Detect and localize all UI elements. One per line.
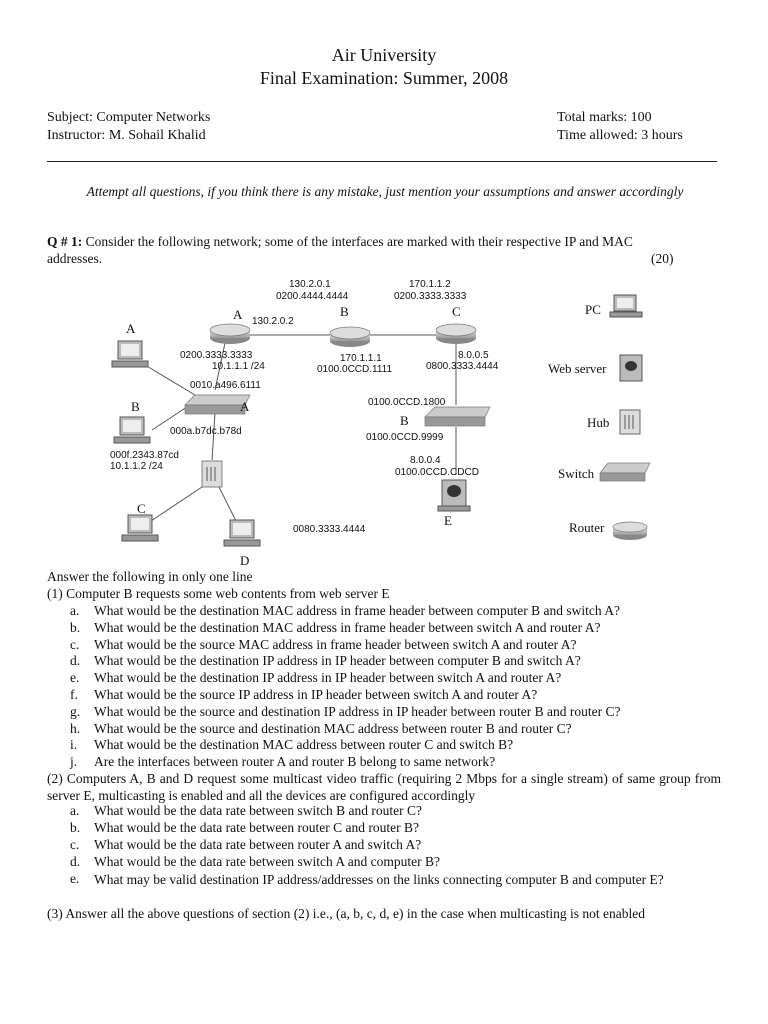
question-item: What would be the source IP address in IP header between switch A and router A? [94, 687, 538, 702]
question-marker: d. [70, 854, 81, 869]
question-item: What would be the source MAC address in frame header between switch A and router A? [94, 636, 577, 652]
ra-lan-ip: 10.1.1.1 /24 [212, 361, 265, 372]
rc-top-ip: 170.1.1.2 [409, 279, 451, 290]
question-item: What would be the destination IP address in IP header between switch A and router A? [94, 670, 562, 686]
time-allowed: Time allowed: 3 hours [557, 128, 683, 143]
computer-d-label: D [240, 553, 250, 568]
computer-c-label: C [137, 501, 146, 516]
rb-bottom-ip: 170.1.1.1 [340, 353, 382, 364]
srve-mac: 0100.0CCD.CDCD [395, 467, 479, 478]
section3-heading: (3) Answer all the above questions of section (2) i.e., (a, b, c, d, e) in the case when multicasting is not enabled [47, 906, 645, 921]
swb-mac-top: 0100.0CCD.1800 [368, 397, 446, 408]
ra-mac: 0200.3333.3333 [180, 350, 253, 361]
question-item: What may be valid destination IP address/addresses on the links connecting computer B and computer E? [94, 872, 664, 887]
subject-line: Subject: Computer Networks [47, 110, 211, 125]
question-marker: j. [70, 754, 78, 770]
question-marker: a. [70, 803, 80, 818]
legend-hub-label: Hub [587, 415, 610, 430]
question-marker: e. [70, 871, 80, 886]
question-marker: c. [70, 636, 80, 652]
question-item: What would be the source and destination MAC address between router B and router C? [94, 720, 572, 736]
compb-ip: 10.1.1.2 /24 [110, 461, 163, 472]
q1-text: Consider the following network; some of the interfaces are marked with their respective IP and MAC [82, 234, 633, 249]
computer-a-label: A [126, 321, 136, 336]
srve-ip: 8.0.0.4 [410, 455, 441, 466]
question-marker: f. [70, 687, 78, 702]
legend-pc-label: PC [585, 302, 601, 317]
router-a-label: A [233, 307, 243, 322]
question-marker: d. [70, 653, 81, 669]
rc-bottom-ip: 8.0.0.5 [458, 350, 489, 361]
question-item: What would be the data rate between router A and switch A? [94, 837, 422, 852]
question-marker: b. [70, 820, 81, 835]
university-title: Air University [331, 45, 437, 65]
router-c-label: C [452, 304, 461, 319]
swa-mac-top: 0010.a496.6111 [190, 380, 261, 391]
compb-mac: 000f.2343.87cd [110, 450, 179, 461]
question-item: What would be the destination MAC address between router C and switch B? [94, 737, 514, 753]
router-b-label: B [340, 304, 349, 319]
switch-b-label: B [400, 413, 409, 428]
question-marker: i. [70, 737, 78, 753]
question-item: What would be the destination MAC address in frame header between switch A and router A? [94, 619, 601, 635]
swa-mac-side: 000a.b7dc.b78d [170, 426, 242, 437]
rb-top-ip: 130.2.0.1 [289, 279, 331, 290]
question-marker: c. [70, 837, 80, 852]
question-item: What would be the data rate between switch B and router C? [94, 803, 423, 818]
legend-router-label: Router [569, 520, 605, 535]
q1-marks: (20) [651, 251, 674, 266]
section-intro: Answer the following in only one line [47, 569, 253, 584]
instructor-line: Instructor: M. Sohail Khalid [47, 128, 206, 143]
rb-top-mac: 0200.4444.4444 [276, 291, 349, 302]
question-marker: g. [70, 703, 81, 719]
computer-b-label: B [131, 399, 140, 414]
exam-title: Final Examination: Summer, 2008 [259, 68, 509, 88]
ra-ip: 130.2.0.2 [252, 316, 294, 327]
legend-switch-label: Switch [558, 466, 595, 481]
section2-heading: (2) Computers A, B and D request some multicast video traffic (requiring 2 Mbps for a single stream) of same group from server E, multicasting is enabled and all the devices are configured accordingly [47, 771, 721, 803]
question-item: What would be the destination MAC address in frame header between computer B and switch A? [94, 603, 620, 618]
question-item: What would be the data rate between router C and router B? [94, 820, 419, 835]
q1-label: Q # 1: [47, 234, 83, 249]
question-item: What would be the source and destination IP address in IP header between router B and router C? [94, 703, 621, 719]
hub-mac: 0080.3333.4444 [293, 524, 366, 535]
question-marker: b. [70, 619, 81, 635]
question-marker: h. [70, 720, 81, 736]
question-item: What would be the data rate between switch A and computer B? [94, 854, 441, 869]
question-marker: e. [70, 670, 80, 686]
switch-a-label: A [240, 399, 250, 414]
total-marks: Total marks: 100 [557, 110, 652, 125]
question-item: Are the interfaces between router A and router B belong to same network? [94, 754, 496, 770]
rc-bottom-mac: 0800.3333.4444 [426, 361, 499, 372]
legend-web-server-label: Web server [548, 361, 607, 376]
question-item: What would be the destination IP address in IP header between computer B and switch A? [94, 653, 581, 669]
rb-bottom-mac: 0100.0CCD.1111 [317, 364, 393, 375]
rc-top-mac: 0200.3333.3333 [394, 291, 467, 302]
swb-mac-side: 0100.0CCD.9999 [366, 432, 444, 443]
server-e-label: E [444, 513, 452, 528]
q1-text-cont: addresses. [47, 251, 103, 266]
question-marker: a. [70, 603, 80, 618]
section1-heading: (1) Computer B requests some web contents from web server E [47, 586, 390, 601]
instructions: Attempt all questions, if you think there is any mistake, just mention your assumptions and answer accordingly [86, 184, 684, 199]
